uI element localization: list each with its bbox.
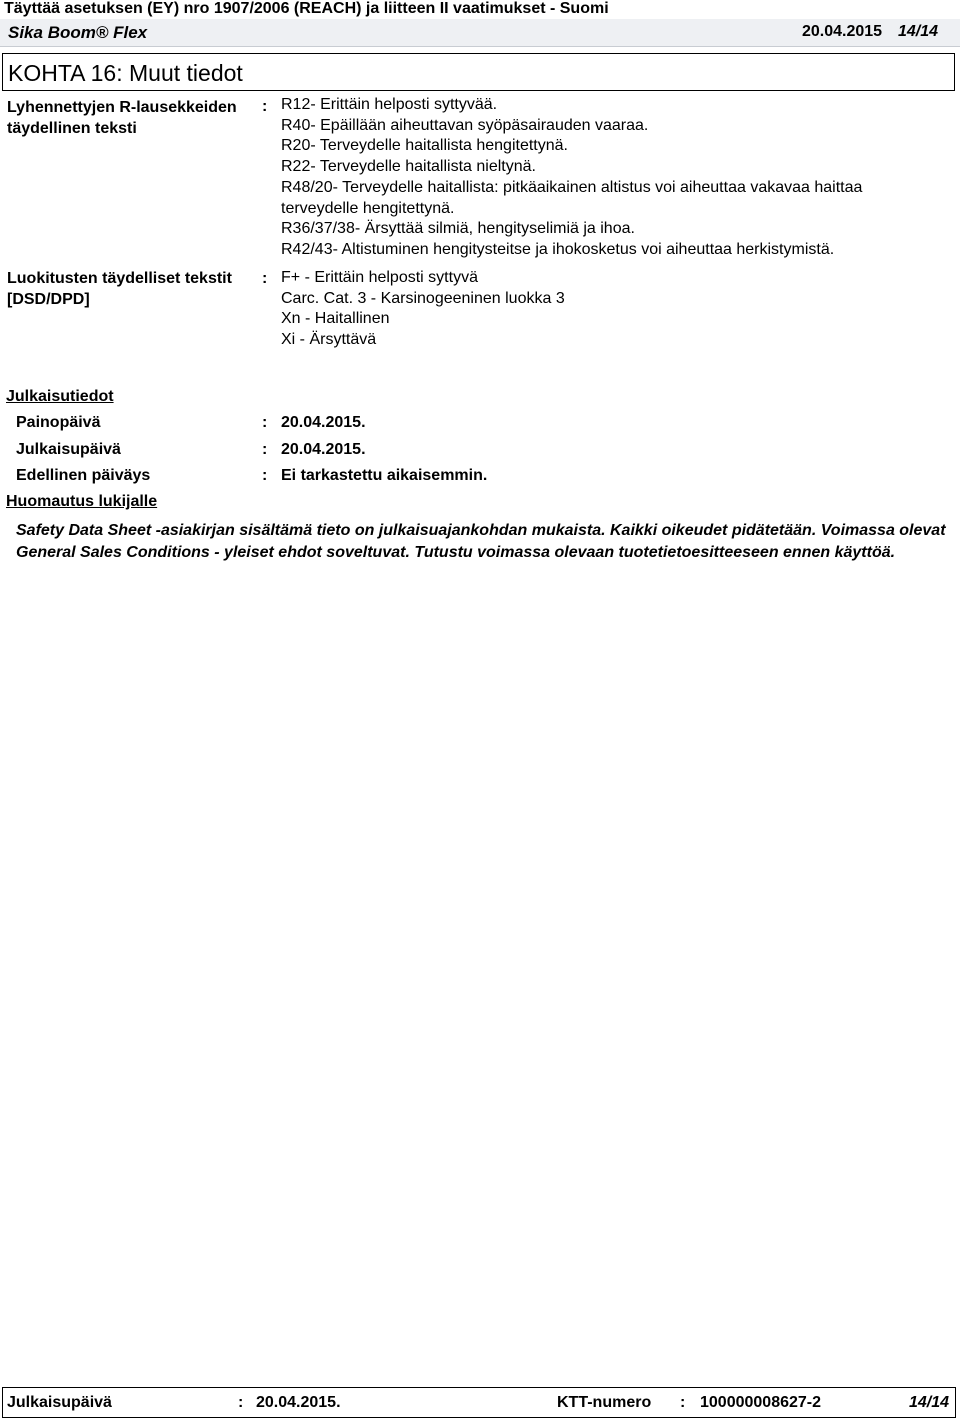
reader-notice-heading: Huomautus lukijalle <box>6 493 158 510</box>
list-item: Xi - Ärsyttävä <box>281 331 377 349</box>
reader-notice-text: Safety Data Sheet -asiakirjan sisältämä tieto on julkaisuajankohdan mukaista. Kaikki oikeudet pidätetään. Voimassa olevat General Sales Conditions - yleiset ehdot soveltuvat. Tutustu voimassa olevaan tuotetietoesitteeseen ennen käyttöä. <box>16 522 946 561</box>
publish-date-label: Julkaisupäivä <box>16 441 121 458</box>
product-name: Sika Boom® Flex <box>8 23 148 42</box>
header-page-number: 14/14 <box>898 23 939 40</box>
list-item: Carc. Cat. 3 - Karsinogeeninen luokka 3 <box>281 289 565 307</box>
document-footer <box>2 1387 956 1418</box>
r-phrases-colon: : <box>262 98 268 115</box>
list-item: R12- Erittäin helposti syttyvää. <box>281 96 498 113</box>
classifications-label: Luokitusten täydelliset tekstit [DSD/DPD] <box>7 270 232 308</box>
classifications-list <box>281 268 565 351</box>
section-heading-box <box>2 53 955 91</box>
previous-date-label: Edellinen päiväys <box>16 467 151 484</box>
footer-publish-label: Julkaisupäivä <box>7 1394 112 1411</box>
document-header <box>0 0 960 48</box>
footer-ktt-label: KTT-numero <box>557 1394 652 1411</box>
previous-date-colon: : <box>262 467 268 484</box>
product-bar <box>0 19 960 47</box>
r-phrases-list <box>281 95 862 261</box>
list-item: R20- Terveydelle haitallista hengitettynä. <box>281 137 568 155</box>
footer-publish-colon: : <box>238 1394 244 1411</box>
classifications-colon: : <box>262 270 268 287</box>
list-item: terveydelle hengitettynä. <box>281 199 455 217</box>
r-phrases-label: Lyhennettyjen R-lausekkeiden täydellinen teksti <box>7 99 237 137</box>
previous-date-value: Ei tarkastettu aikaisemmin. <box>281 467 488 484</box>
publication-heading: Julkaisutiedot <box>6 388 114 405</box>
print-date-label: Painopäivä <box>16 414 101 431</box>
publish-date-value: 20.04.2015. <box>281 441 366 458</box>
list-item: R40- Epäillään aiheuttavan syöpäsairauden vaaraa. <box>281 116 649 134</box>
publish-date-colon: : <box>262 441 268 458</box>
list-item: R42/43- Altistuminen hengitysteitse ja ihokosketus voi aiheuttaa herkistymistä. <box>281 240 835 258</box>
list-item: F+ - Erittäin helposti syttyvä <box>281 269 478 286</box>
list-item: R22- Terveydelle haitallista nieltynä. <box>281 158 536 176</box>
section-title: KOHTA 16: Muut tiedot <box>8 60 243 86</box>
print-date-colon: : <box>262 414 268 431</box>
footer-ktt-number: 100000008627-2 <box>700 1394 822 1411</box>
footer-publish-date: 20.04.2015. <box>256 1394 341 1411</box>
regulation-title: Täyttää asetuksen (EY) nro 1907/2006 (REACH) ja liitteen II vaatimukset - Suomi <box>4 0 609 17</box>
footer-ktt-colon: : <box>680 1394 686 1411</box>
list-item: R48/20- Terveydelle haitallista: pitkäaikainen altistus voi aiheuttaa vakavaa haittaa <box>281 178 863 196</box>
print-date-value: 20.04.2015. <box>281 414 366 431</box>
footer-page-number: 14/14 <box>909 1394 950 1411</box>
header-date: 20.04.2015 <box>802 23 883 40</box>
list-item: Xn - Haitallinen <box>281 310 390 328</box>
list-item: R36/37/38- Ärsyttää silmiä, hengityselimiä ja ihoa. <box>281 220 635 238</box>
